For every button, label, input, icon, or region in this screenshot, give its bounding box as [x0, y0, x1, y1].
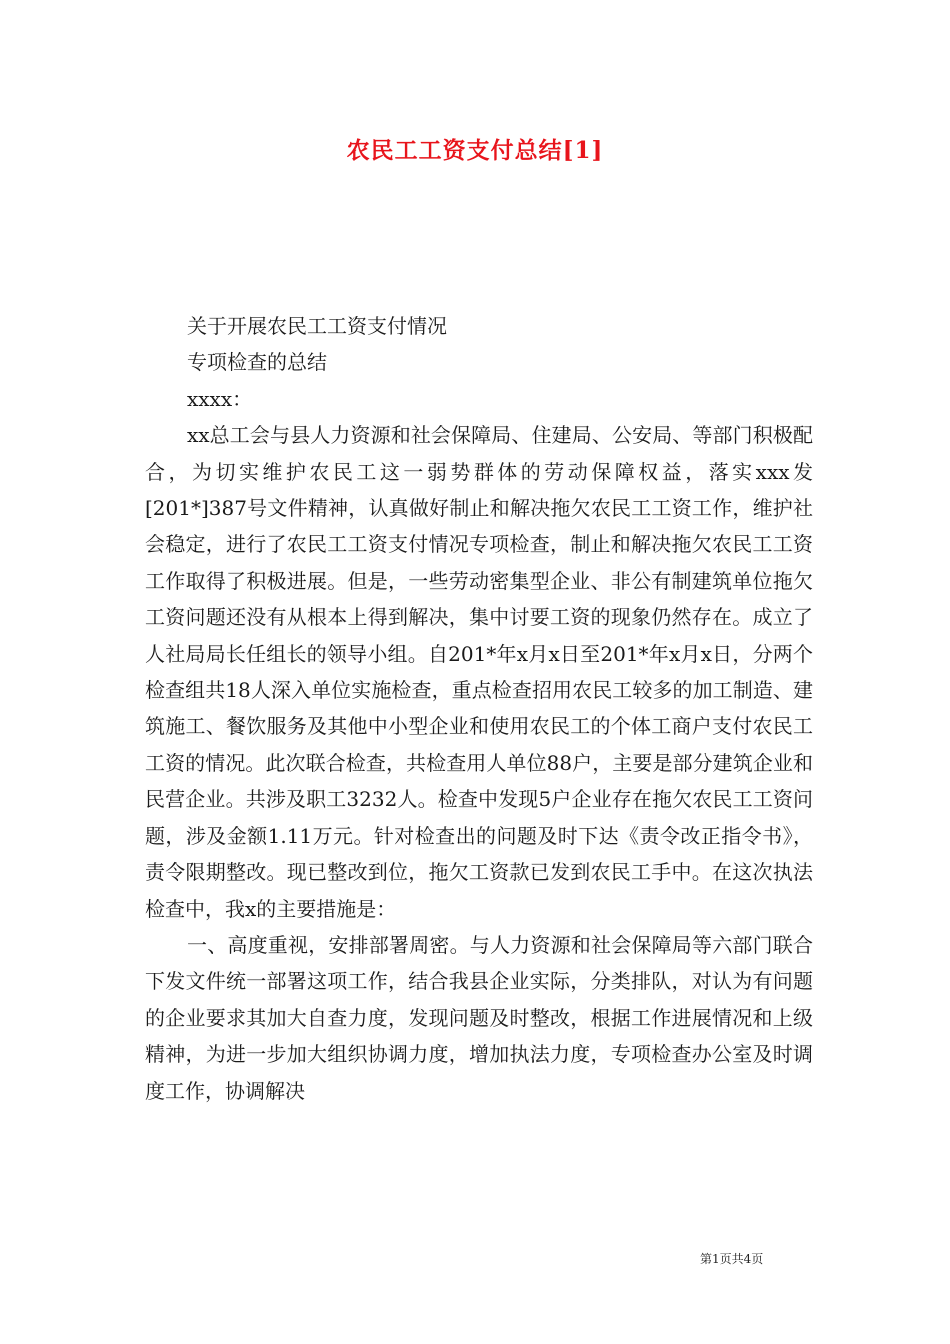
- page-number: 第1页共4页: [700, 1252, 764, 1266]
- paragraph-2: 一、高度重视，安排部署周密。与人力资源和社会保障局等六部门联合下发文件统一部署这项工作，结合我县企业实际，分类排队，对认为有问题的企业要求其加大自查力度，发现问题及时整改，根据工作进展情况和上级精神，为进一步加大组织协调力度，增加执法力度，专项检查办公室及时调度工作，协调解决: [145, 932, 813, 1103]
- paragraph-1: xx总工会与县人力资源和社会保障局、住建局、公安局、等部门积极配合，为切实维护农民工这一弱势群体的劳动保障权益，落实xxx发[201*]387号文件精神，认真做好制止和解决拖欠农民工工资工作，维护社会稳定，进行了农民工工资支付情况专项检查，制止和解决拖欠农民工工资工作取得了积极进展。但是，一些劳动密集型企业、非公有制建筑单位拖欠工资问题还没有从根本上得到解决，集中讨要工资的现象仍然存在。成立了人社局局长任组长的领导小组。自201*年x月x日至201*年x月x日，分两个检查组共18人深入单位实施检查，重点检查招用农民工较多的加工制造、建筑施工、餐饮服务及其他中小型企业和使用农民工的个体工商户支付农民工工资的情况。此次联合检查，共检查用人单位88户，主要是部分建筑企业和民营企业。共涉及职工3232人。检查中发现5户企业存在拖欠农民工工资问题，涉及金额1.11万元。针对检查出的问题及时下达《责令改正指令书》，责令限期整改。现已整改到位，拖欠工资款已发到农民工手中。在这次执法检查中，我x的主要措施是：: [145, 423, 813, 921]
- document-body: [145, 308, 813, 1109]
- heading-line-1: 关于开展农民工工资支付情况: [187, 314, 447, 338]
- heading-line-2: 专项检查的总结: [187, 350, 327, 375]
- salutation: xxxx：: [187, 386, 253, 411]
- document-title: 农民工工资支付总结[1]: [346, 137, 604, 164]
